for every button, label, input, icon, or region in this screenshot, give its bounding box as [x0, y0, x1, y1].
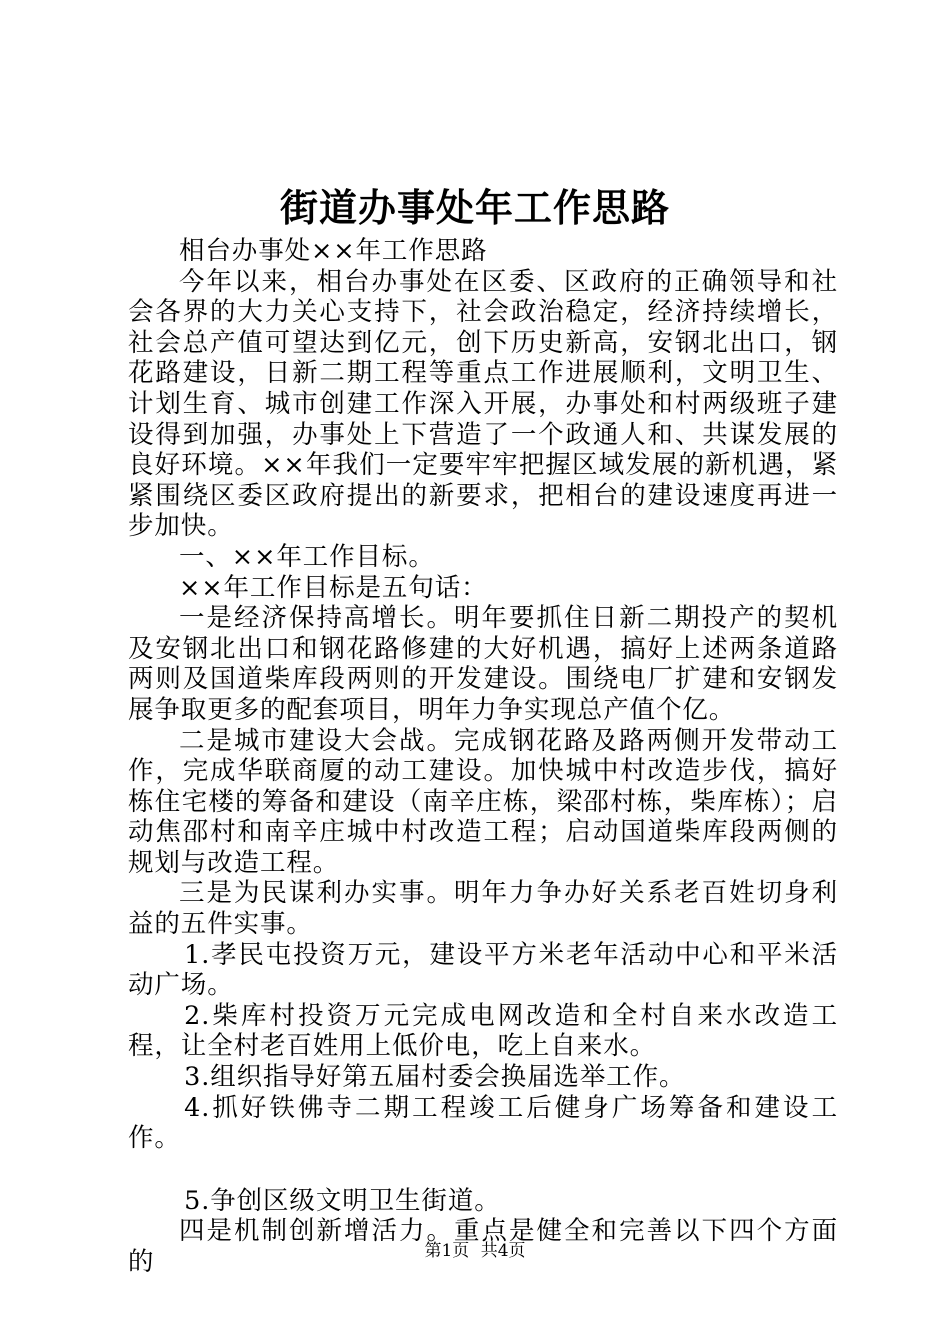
goal-2-paragraph: 二是城市建设大会战。完成钢花路及路两侧开发带动工作，完成华联商厦的动工建设。加快城中村改造步伐，搞好栋住宅楼的筹备和建设（南辛庄栋，梁邵村栋，柴库栋）；启动焦邵村和南辛庄城中村改造工程；启动国道柴库段两侧的规划与改造工程。	[128, 725, 838, 878]
section-heading: 一、××年工作目标。	[179, 541, 435, 572]
list-item: 2.柴库村投资万元完成电网改造和全村自来水改造工程，让全村老百姓用上低价电，吃上自来水。	[128, 1000, 838, 1062]
goal-1-paragraph: 一是经济保持高增长。明年要抓住日新二期投产的契机及安钢北出口和钢花路修建的大好机遇，搞好上述两条道路两则及国道柴库段两则的开发建设。围绕电厂扩建和安钢发展争取更多的配套项目，明年力争实现总产值个亿。	[128, 603, 838, 725]
subtitle-paragraph: 相台办事处××年工作思路	[179, 236, 488, 266]
paragraph-gap	[128, 1154, 838, 1186]
goals-intro-paragraph: ××年工作目标是五句话：	[179, 572, 488, 603]
page-total: 共4页	[480, 1241, 526, 1261]
list-item: 5.争创区级文明卫生街道。	[184, 1185, 501, 1216]
goal-3-paragraph: 三是为民谋利办实事。明年力争办好关系老百姓切身利益的五件实事。	[128, 878, 838, 940]
document-body	[128, 236, 838, 1278]
list-item: 1.孝民屯投资万元，建设平方米老年活动中心和平米活动广场。	[128, 939, 838, 1001]
list-item: 3.组织指导好第五届村委会换届选举工作。	[184, 1062, 686, 1093]
page-number: 第1页	[424, 1241, 470, 1261]
list-item: 4.抓好铁佛寺二期工程竣工后健身广场筹备和建设工作。	[128, 1092, 838, 1154]
goal-4-paragraph: 四是机制创新增活力。重点是健全和完善以下四个方面的	[128, 1216, 838, 1277]
document-title: 街道办事处年工作思路	[279, 185, 670, 230]
page-footer	[0, 1240, 950, 1262]
intro-paragraph: 今年以来，相台办事处在区委、区政府的正确领导和社会各界的大力关心支持下，社会政治稳定，经济持续增长，社会总产值可望达到亿元，创下历史新高，安钢北出口，钢花路建设，日新二期工程等重点工作进展顺利，文明卫生、计划生育、城市创建工作深入开展，办事处和村两级班子建设得到加强，办事处上下营造了一个政通人和、共谋发展的良好环境。××年我们一定要牢牢把握区域发展的新机遇，紧紧围绕区委区政府提出的新要求，把相台的建设速度再进一步加快。	[128, 266, 838, 542]
